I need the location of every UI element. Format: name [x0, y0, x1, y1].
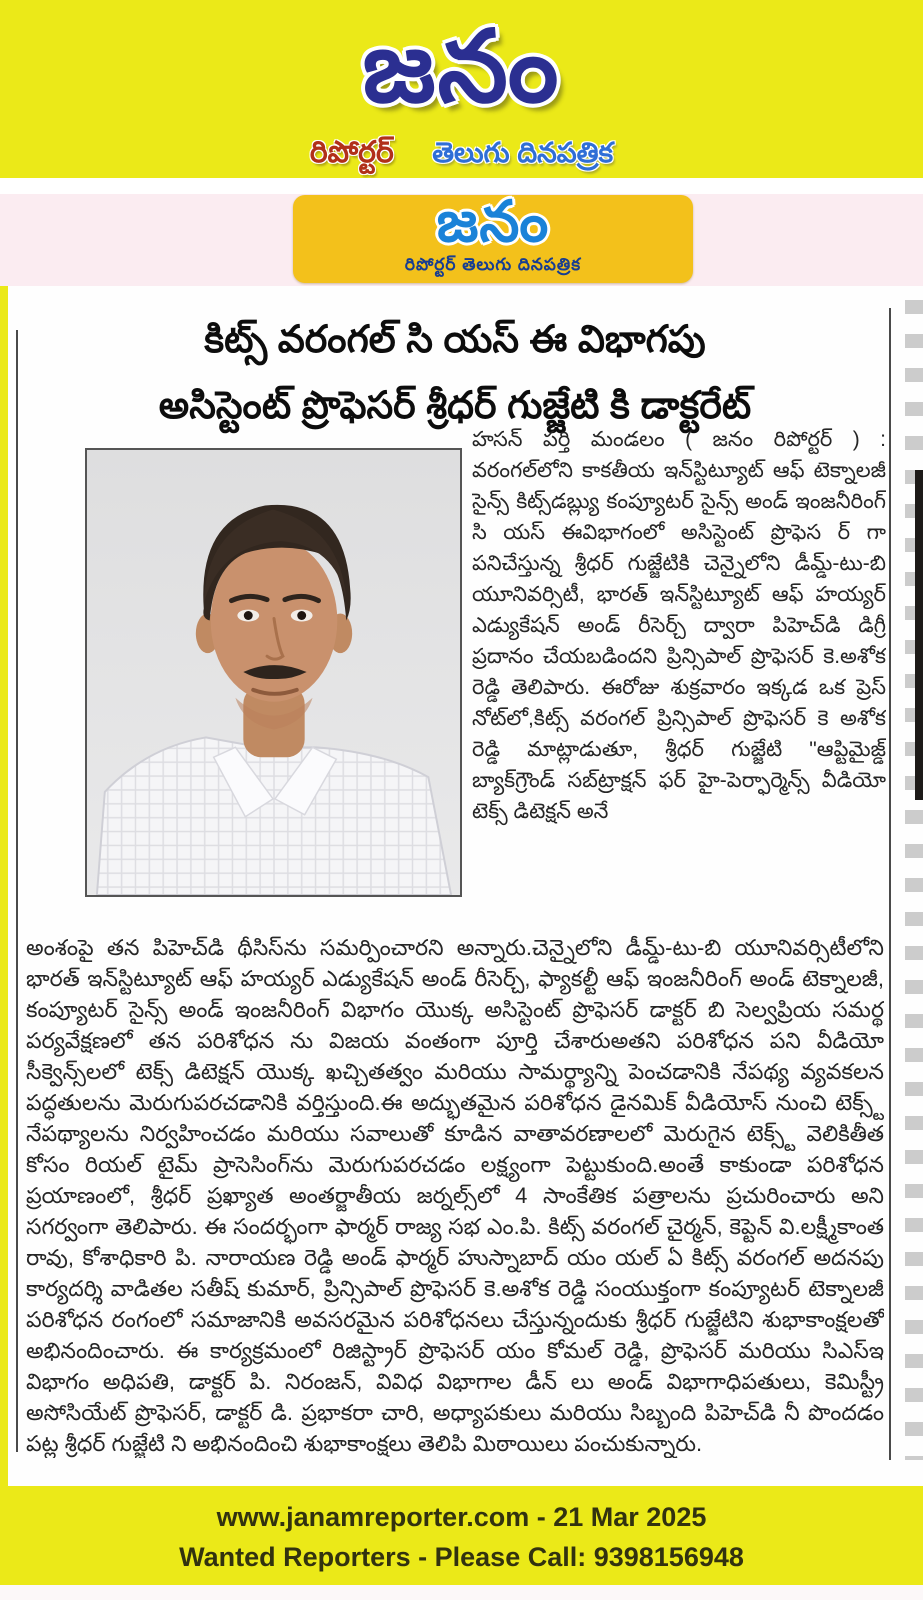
pink-band — [0, 190, 923, 286]
clipped-adjacent-photo-edge — [915, 470, 923, 800]
badge-tagline: రిపోర్టర్ తెలుగు దినపత్రిక — [404, 255, 582, 274]
column-rule-right — [889, 308, 891, 1460]
masthead-logo-text: జనం — [362, 11, 561, 123]
badge-logo-text: జనం — [436, 190, 550, 254]
portrait-photo — [85, 448, 462, 897]
headline-line-2: అసిస్టెంట్ ప్రొఫెసర్ శ్రీధర్ గుజ్జేటి కి డాక్టరేట్ — [158, 385, 752, 428]
bottom-margin-strip — [0, 1585, 923, 1600]
footer-band — [0, 1486, 923, 1585]
footer-contact: Wanted Reporters - Please Call: 9398156948 — [179, 1542, 744, 1572]
masthead-tagline-daily: తెలుగు దినపత్రిక — [432, 137, 614, 168]
left-border-strip — [0, 286, 8, 1585]
masthead-band — [0, 0, 923, 178]
footer-website-date: www.janamreporter.com - 21 Mar 2025 — [216, 1502, 707, 1532]
headline-line-1: కిట్స్ వరంగల్ సి యస్ ఈ విభాగపు — [204, 319, 706, 362]
portrait-illustration — [87, 450, 460, 895]
article-column-text: హసన్ పర్తి మండలం ( జనం రిపోర్టర్ ) : వరంగల్‌లోని కాకతీయ ఇన్‌స్టిట్యూట్ ఆఫ్ టెక్నాలజీ సైన్స్ కిట్స్‌డబ్ల్యు కంప్యూటర్ సైన్స్ అండ్ ఇంజనీరింగ్ సి యస్ ఈవిభాగంలో అసిస్టెంట్ ప్రొఫెస ర్ గా పనిచేస్తున్న శ్రీధర్ గుజ్జేటికి చెన్నైలోని డీమ్డ్-టు-బి యూనివర్సిటీ, భారత్ ఇన్‌స్టిట్యూట్ ఆఫ్ హయ్యర్ ఎడ్యుకేషన్ అండ్ రీసెర్చ్ ద్వారా పిహెచ్‌డి డిగ్రీ ప్రదానం చేయబడిందని ప్రిన్సిపాల్ ప్రొఫెసర్ కె.అశోక రెడ్డి తెలిపారు. ఈరోజు శుక్రవారం ఇక్కడ ఒక ప్రెస్ నోట్‌లో,కిట్స్ వరంగల్ ప్రిన్సిపాల్ ప్రొఫెసర్ కె అశోక రెడ్డి మాట్లాడుతూ, శ్రీధర్ గుజ్జేటి "ఆప్టిమైజ్డ్ బ్యాక్‌గ్రౌండ్ సబ్‌ట్రాక్షన్ ఫర్ హై-పెర్ఫార్మెన్స్ వీడియో టెక్స్ డిటెక్షన్ అనే — [472, 428, 886, 823]
masthead-taglines — [0, 136, 923, 177]
column-rule-left — [16, 330, 18, 1452]
masthead-tagline-reporter: రిపోర్టర్ — [309, 136, 394, 169]
article-body-text: అంశంపై తన పిహెచ్‌డి థీసిస్‌ను సమర్పించారని అన్నారు.చెన్నైలోని డీమ్డ్-టు-బి యూనివర్సిటీలోని భారత్ ఇన్‌స్టిట్యూట్ ఆఫ్ హయ్యర్ ఎడ్యుకేషన్ అండ్ రీసెర్చ్, ఫ్యాకల్టీ ఆఫ్ ఇంజనీరింగ్ అండ్ టెక్నాలజీ, కంప్యూటర్ సైన్స్ అండ్ ఇంజనీరింగ్ విభాగం యొక్క అసిస్టెంట్ ప్రొఫెసర్ డాక్టర్ బి సెల్వప్రియ సమర్థ పర్యవేక్షణలో తన పరిశోధన ను విజయ వంతంగా పూర్తి చేశారుఅతని పరిశోధన పని వీడియో సీక్వెన్స్‌లలో టెక్స్ డిటెక్షన్ యొక్క ఖచ్చితత్వం మరియు సామర్థ్యాన్ని పెంచడానికి నేపథ్య వ్యవకలన పద్ధతులను మెరుగుపరచడానికి వర్తిస్తుంది.ఈ అద్భుతమైన పరిశోధన డైనమిక్ వీడియోస్ నుంచి టెక్స్ట్ నేపథ్యాలను నిర్వహించడం మరియు సవాలుతో కూడిన వాతావరణాలలో మెరుగైన టెక్స్ట్ వెలికితీత కోసం రియల్ టైమ్ ప్రాసెసింగ్‌ను మెరుగుపరచడం లక్ష్యంగా పెట్టుకుంది.అంతే కాకుండా పరిశోధన ప్రయాణంలో, శ్రీధర్ ప్రఖ్యాత అంతర్జాతీయ జర్నల్స్‌లో 4 సాంకేతిక పత్రాలను ప్రచురించారు అని సగర్వంగా తెలిపారు. ఈ సందర్భంగా ఫార్మర్ రాజ్య సభ ఎం.పి. కిట్స్ వరంగల్ చైర్మన్, కెప్టెన్ వి.లక్ష్మీకాంత రావు, కోశాధికారి పి. నారాయణ రెడ్డి అండ్ ఫార్మర్ హుస్నాబాద్ యం యల్ ఏ కిట్స్ వరంగల్ అదనపు కార్యదర్శి వాడితల సతీష్ కుమార్, ప్రిన్సిపాల్ ప్రొఫెసర్ కె.అశోక రెడ్డి సంయుక్తంగా కంప్యూటర్ టెక్నాలజీ పరిశోధన రంగంలో సమాజానికి అవసరమైన పరిశోధనలు చేస్తున్నందుకు శ్రీధర్ గుజ్జేటిని శుభాకాంక్షలతో అభినందించారు. ఈ కార్యక్రమంలో రిజిస్ట్రార్ ప్రొఫెసర్ యం కోమల్ రెడ్డి, ప్రొఫెసర్ మరియు సిఎస్ఇ విభాగం అధిపతి, డాక్టర్ పి. నిరంజన్, వివిధ విభాగాల డీన్ లు అండ్ విభాగాధిపతులు, కెమిస్ట్రీ అసోసియేట్ ప్రొఫెసర్, డాక్టర్ డి. ప్రభాకరా చారి, అధ్యాపకులు మరియు సిబ్బంది పిహెచ్‌డి నీ పొందడం పట్ల శ్రీధర్ గుజ్జేటి ని అభినందించి శుభాకాంక్షలు తెలిపి మిఠాయిలు పంచుకున్నారు. — [26, 935, 884, 1456]
logo-badge — [293, 190, 693, 283]
